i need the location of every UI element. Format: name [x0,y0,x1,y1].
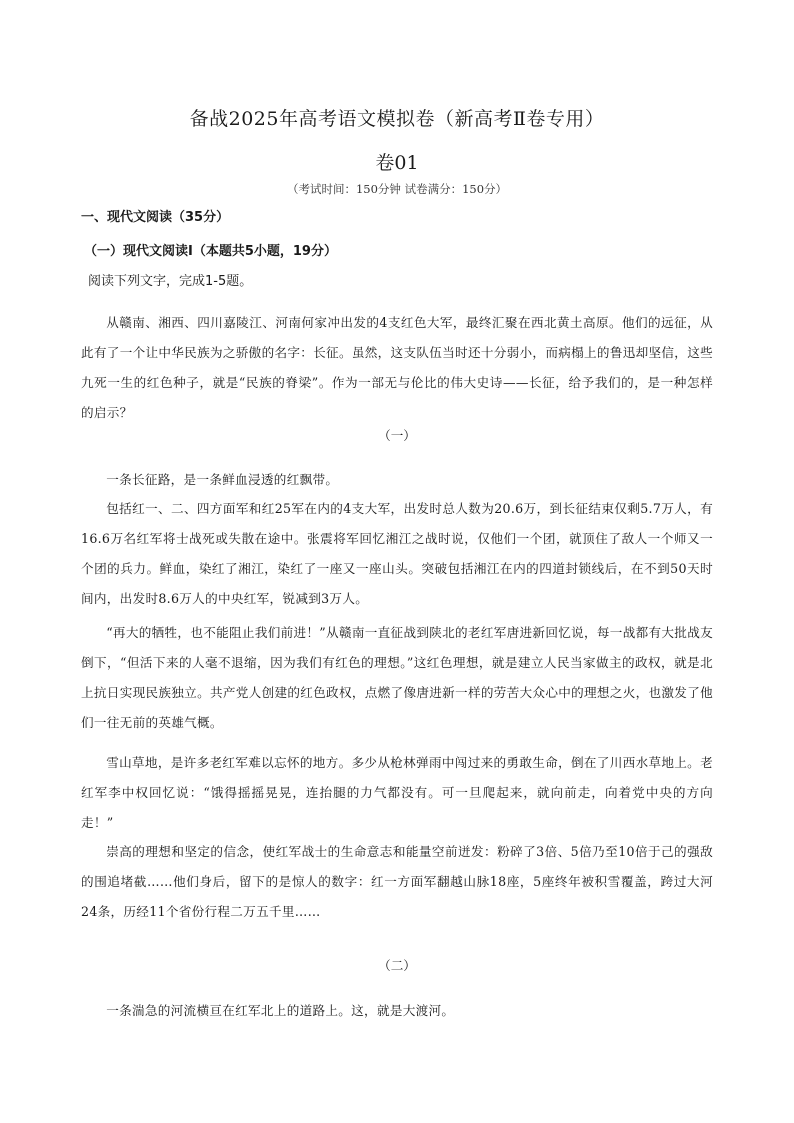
exam-meta: （考试时间：150分钟 试卷满分：150分） [286,182,508,196]
passage-intro: 从赣南、湘西、四川嘉陵江、河南何家冲出发的4支红色大军，最终汇聚在西北黄土高原。他们的远征，从此有了一个让中华民族为之骄傲的名字：长征。虽然，这支队伍当时还十分弱小，而病榻上的鲁迅却坚信，这些九死一生的红色种子，就是“民族的脊梁”。作为一部无与伦比的伟大史诗——长征，给予我们的，是一种怎样的启示？ [81,314,713,420]
paragraph: 包括红一、二、四方面军和红25军在内的4支大军，出发时总人数为20.6万，到长征结束仅剩5.7万人，有16.6万名红军将士战死或失散在途中。张震将军回忆湘江之战时说，仅他们一个团，就顶住了敌人一个师又一个团的兵力。鲜血，染红了湘江，染红了一座又一座山头。突破包括湘江在内的四道封锁线后，在不到50天时间内，出发时8.6万人的中央红军，锐减到3万人。 [81,500,713,606]
part-heading-2: （二） [378,958,416,973]
paragraph: “再大的牺牲，也不能阻止我们前进！”从赣南一直征战到陕北的老红军唐进新回忆说，每一战都有大批战友倒下，“但活下来的人毫不退缩，因为我们有红色的理想。”这红色理想，就是建立人民当家做主的政权，就是北上抗日实现民族独立。共产党人创建的红色政权，点燃了像唐进新一样的劳苦大众心中的理想之火，也激发了他们一往无前的英雄气概。 [81,624,713,730]
paragraph: 崇高的理想和坚定的信念，使红军战士的生命意志和能量空前迸发：粉碎了3倍、5倍乃至10倍于己的强敌的围追堵截……他们身后，留下的是惊人的数字：红一方面军翻越山脉18座，5座终年被积雪覆盖，跨过大河24条，历经11个省份行程二万五千里…… [81,843,713,919]
reading-instruction: 阅读下列文字，完成1-5题。 [88,274,253,289]
section-title: 一、现代文阅读（35分） [81,210,230,225]
paragraph: 一条湍急的河流横亘在红军北上的道路上。这，就是大渡河。 [106,1002,455,1018]
volume-label: 卷01 [375,152,419,174]
paragraph: 雪山草地，是许多老红军难以忘怀的地方。多少从枪林弹雨中闯过来的勇敢生命，倒在了川西水草地上。老红军李中权回忆说：“饿得摇摇晃晃，连抬腿的力气都没有。可一旦爬起来，就向前走，向着党中央的方向走！” [81,754,713,830]
part-heading-1: （一） [378,428,416,443]
exam-title: 备战2025年高考语文模拟卷（新高考Ⅱ卷专用） [189,108,605,130]
paragraph: 一条长征路，是一条鲜血浸透的红飘带。 [106,471,339,487]
subsection-title: （一）现代文阅读Ⅰ（本题共5小题，19分） [84,244,337,259]
